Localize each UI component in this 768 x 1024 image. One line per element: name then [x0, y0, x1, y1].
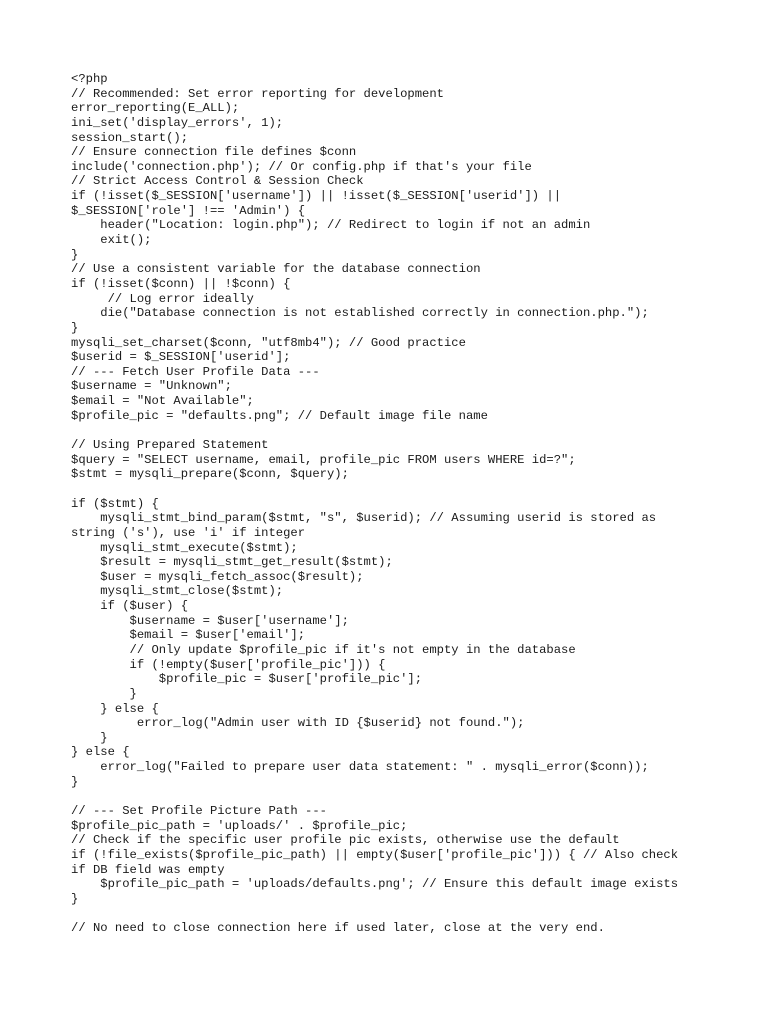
code-line: die("Database connection is not established correctly in connection.php."); [71, 306, 649, 321]
code-line: } [71, 891, 79, 906]
code-line: if (!isset($conn) || !$conn) { [71, 276, 291, 291]
code-line: // --- Fetch User Profile Data --- [71, 364, 320, 379]
code-line [71, 789, 711, 804]
code-line: } else { [71, 745, 130, 760]
code-line: // Log error ideally [71, 291, 254, 306]
code-line: // No need to close connection here if used later, close at the very end. [71, 921, 605, 936]
code-line: // Use a consistent variable for the database connection [71, 262, 481, 277]
code-line: $username = $user['username']; [71, 613, 349, 628]
code-line: $_SESSION['role'] !== 'Admin') { [71, 203, 306, 218]
code-line: if (!file_exists($profile_pic_path) || empty($user['profile_pic'])) { // Also check [71, 847, 679, 862]
code-line: session_start(); [71, 130, 189, 145]
code-line: $profile_pic_path = 'uploads/defaults.png'; // Ensure this default image exists [71, 877, 679, 892]
code-line: error_log("Admin user with ID {$userid} not found."); [71, 716, 525, 731]
code-line: mysqli_set_charset($conn, "utf8mb4"); // Good practice [71, 335, 466, 350]
code-line: $username = "Unknown"; [71, 379, 232, 394]
code-line [71, 482, 711, 497]
code-line: <?php [71, 72, 108, 86]
code-line: $email = $user['email']; [71, 628, 306, 643]
code-line: $email = "Not Available"; [71, 394, 254, 409]
code-line: $profile_pic_path = 'uploads/' . $profile_pic; [71, 818, 408, 833]
code-line: } [71, 730, 108, 745]
code-line: exit(); [71, 233, 152, 248]
code-line: } [71, 686, 137, 701]
code-line: if (!isset($_SESSION['username']) || !isset($_SESSION['userid']) || [71, 189, 562, 204]
code-line: // Using Prepared Statement [71, 438, 269, 453]
code-line: } [71, 774, 79, 789]
code-line: // Recommended: Set error reporting for development [71, 86, 444, 101]
code-line: // Ensure connection file defines $conn [71, 145, 357, 160]
code-line: mysqli_stmt_bind_param($stmt, "s", $userid); // Assuming userid is stored as [71, 511, 657, 526]
code-line: include('connection.php'); // Or config.php if that's your file [71, 159, 532, 174]
code-line: } else { [71, 701, 159, 716]
code-line: $userid = $_SESSION['userid']; [71, 350, 291, 365]
code-line: $user = mysqli_fetch_assoc($result); [71, 569, 364, 584]
code-line: // Strict Access Control & Session Check [71, 174, 364, 189]
code-line: if (!empty($user['profile_pic'])) { [71, 657, 386, 672]
code-line: mysqli_stmt_execute($stmt); [71, 540, 298, 555]
code-line [71, 907, 711, 922]
code-line: header("Location: login.php"); // Redirect to login if not an admin [71, 218, 591, 233]
code-line: $result = mysqli_stmt_get_result($stmt); [71, 555, 393, 570]
code-line [71, 423, 711, 438]
code-line: error_log("Failed to prepare user data statement: " . mysqli_error($conn)); [71, 760, 649, 775]
code-line: if DB field was empty [71, 862, 225, 877]
code-line: if ($user) { [71, 599, 189, 614]
code-line: if ($stmt) { [71, 496, 159, 511]
code-line: // --- Set Profile Picture Path --- [71, 804, 327, 819]
code-line: // Check if the specific user profile pic exists, otherwise use the default [71, 833, 620, 848]
code-line: $stmt = mysqli_prepare($conn, $query); [71, 467, 349, 482]
code-line: mysqli_stmt_close($stmt); [71, 584, 284, 599]
code-line: string ('s'), use 'i' if integer [71, 525, 306, 540]
php-code-listing [71, 72, 711, 936]
code-line: } [71, 320, 79, 335]
code-line: // Only update $profile_pic if it's not empty in the database [71, 642, 576, 657]
code-line: error_reporting(E_ALL); [71, 101, 240, 116]
code-line: $profile_pic = "defaults.png"; // Default image file name [71, 408, 488, 423]
code-line: } [71, 247, 79, 262]
code-line: $profile_pic = $user['profile_pic']; [71, 672, 423, 687]
code-line: $query = "SELECT username, email, profile_pic FROM users WHERE id=?"; [71, 452, 576, 467]
code-line: ini_set('display_errors', 1); [71, 115, 284, 130]
